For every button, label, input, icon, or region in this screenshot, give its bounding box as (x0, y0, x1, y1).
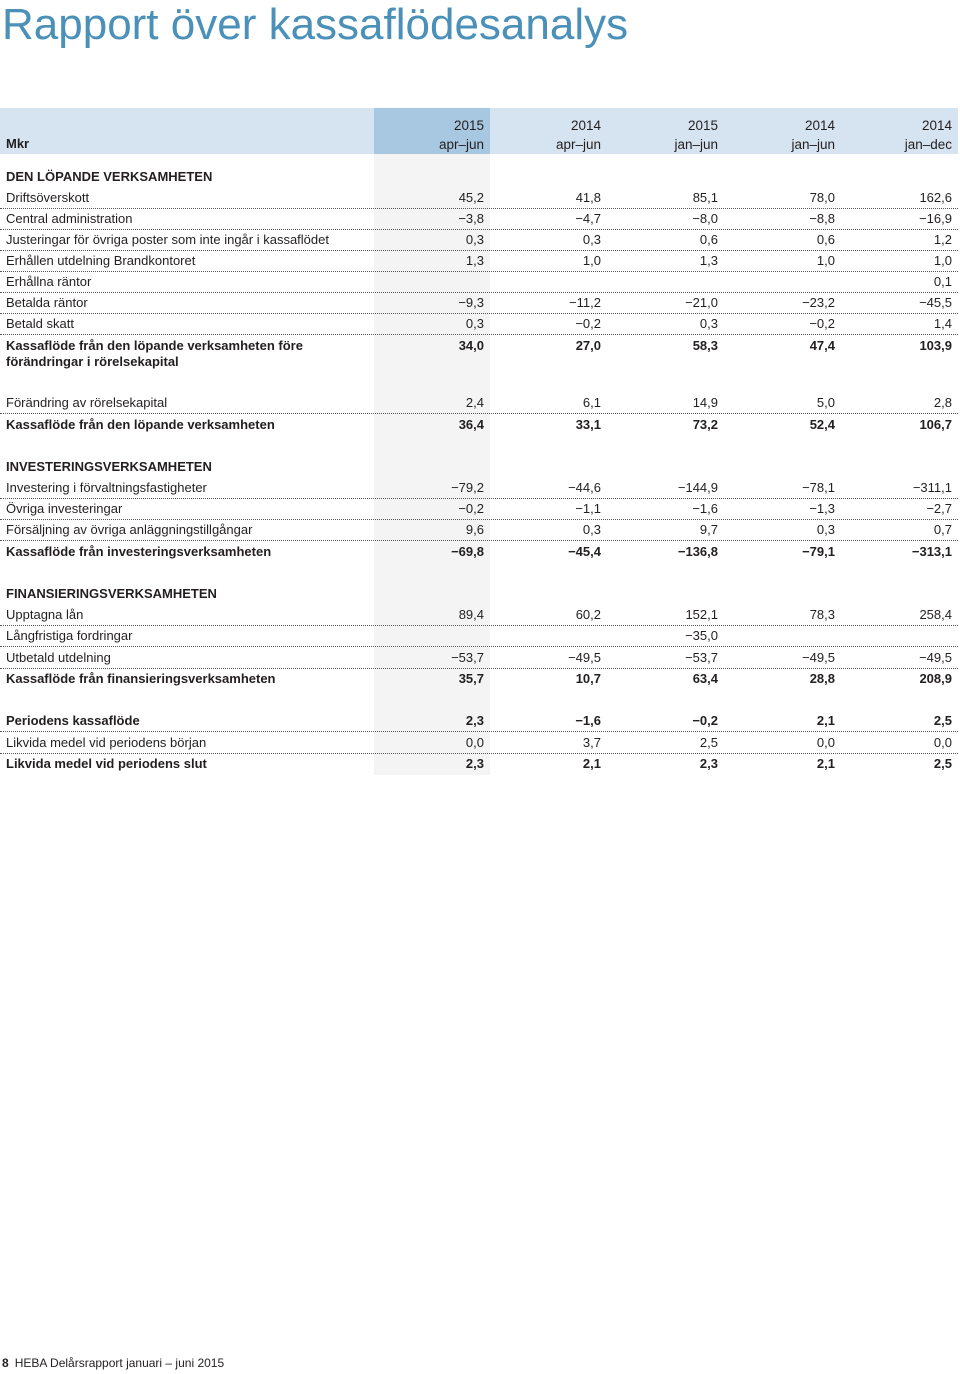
cell: 1,0 (816, 253, 835, 268)
section-heading (0, 583, 958, 604)
cell: −45,4 (568, 544, 601, 559)
cell: 41,8 (575, 190, 601, 205)
row-label: Likvida medel vid periodens början (6, 735, 207, 750)
column-period: apr–jun (555, 137, 601, 152)
cell: 0,7 (933, 522, 952, 537)
row-label: INVESTERINGSVERKSAMHETEN (6, 459, 212, 474)
column-year: 2014 (804, 118, 835, 133)
table-row (0, 250, 958, 272)
cell: 78,3 (809, 607, 835, 622)
cell: 2,5 (933, 756, 952, 771)
cell: 36,4 (458, 417, 484, 432)
cell: −4,7 (575, 211, 601, 226)
table-row (0, 625, 958, 647)
column-period: apr–jun (438, 137, 484, 152)
cell: −136,8 (677, 544, 718, 559)
row-label: Kassaflöde från den löpande verksamheten före förändringar i rörelsekapital (6, 338, 303, 369)
cell: −311,1 (912, 480, 952, 495)
row-label: Betalda räntor (6, 295, 88, 310)
cell: 45,2 (458, 190, 484, 205)
table-row (0, 647, 958, 669)
cell: −16,9 (919, 211, 952, 226)
cell: 0,3 (699, 316, 718, 331)
table-row (0, 477, 958, 499)
row-label: Kassaflöde från investeringsverksamheten (6, 544, 272, 559)
cell: 2,1 (816, 756, 835, 771)
table-row (0, 392, 958, 414)
row-label: Likvida medel vid periodens slut (6, 756, 207, 771)
cell: −78,1 (802, 480, 835, 495)
column-header-2 (491, 116, 601, 154)
page-footer (2, 1356, 224, 1370)
column-year: 2015 (453, 118, 484, 133)
unit-label: Mkr (6, 136, 30, 151)
cell: 0,3 (816, 522, 835, 537)
row-label: Utbetald utdelning (6, 650, 111, 665)
cell: −0,2 (809, 316, 835, 331)
cell: 0,0 (465, 735, 484, 750)
cell: 0,3 (465, 316, 484, 331)
cell: 78,0 (809, 190, 835, 205)
page-title: Rapport över kassaflödesanalys (2, 0, 629, 49)
cell: 208,9 (919, 671, 952, 686)
cell: 1,4 (933, 316, 952, 331)
cell: 0,0 (933, 735, 952, 750)
row-label: Upptagna lån (6, 607, 84, 622)
row-label: Periodens kassaflöde (6, 713, 140, 728)
cell: 0,0 (816, 735, 835, 750)
column-period: jan–jun (791, 137, 835, 152)
subtotal-row (0, 414, 958, 435)
column-year: 2015 (687, 118, 718, 133)
column-period: jan–jun (674, 137, 718, 152)
cell: −53,7 (451, 650, 484, 665)
table-row (0, 313, 958, 335)
cell: 6,1 (582, 395, 601, 410)
cell: 0,3 (465, 232, 484, 247)
column-header-1 (374, 116, 484, 154)
cell: −79,1 (802, 544, 835, 559)
cell: 0,6 (699, 232, 718, 247)
cell: 47,4 (809, 338, 835, 353)
cell: 28,8 (809, 671, 835, 686)
cell: −44,6 (568, 480, 601, 495)
cell: −11,2 (569, 295, 601, 310)
row-label: Försäljning av övriga anläggningstillgångar (6, 522, 253, 537)
table-row (0, 229, 958, 251)
cell: 9,7 (699, 522, 718, 537)
cell: 2,5 (699, 735, 718, 750)
cell: 10,7 (575, 671, 601, 686)
section-heading (0, 456, 958, 477)
cell: 152,1 (685, 607, 718, 622)
cell: −144,9 (677, 480, 718, 495)
cell: −8,8 (809, 211, 835, 226)
cell: −49,5 (919, 650, 952, 665)
column-period: jan–dec (904, 137, 952, 152)
row-label: Kassaflöde från den löpande verksamheten (6, 417, 275, 432)
subtotal-row (0, 710, 958, 732)
cell: 162,6 (919, 190, 952, 205)
cell: 5,0 (816, 395, 835, 410)
cell: −3,8 (458, 211, 484, 226)
table-row (0, 271, 958, 293)
total-row (0, 753, 958, 774)
cell: 63,4 (692, 671, 718, 686)
row-label: Erhållna räntor (6, 274, 92, 289)
cell: −0,2 (575, 316, 601, 331)
row-label: Driftsöverskott (6, 190, 90, 205)
cell: 2,5 (933, 713, 952, 728)
row-label: Övriga investeringar (6, 501, 123, 516)
cell: −21,0 (685, 295, 718, 310)
table-row (0, 498, 958, 520)
cell: 258,4 (919, 607, 952, 622)
cell: 73,2 (692, 417, 718, 432)
cell: 35,7 (458, 671, 484, 686)
cell: −2,7 (926, 501, 952, 516)
table-row (0, 732, 958, 754)
cell: 52,4 (809, 417, 835, 432)
table-row (0, 604, 958, 626)
cell: 2,1 (816, 713, 835, 728)
cell: 85,1 (692, 190, 718, 205)
cell: 103,9 (919, 338, 952, 353)
row-label: Justeringar för övriga poster som inte ingår i kassaflödet (6, 232, 329, 247)
table-row (0, 187, 958, 209)
row-label: Central administration (6, 211, 133, 226)
row-label: Investering i förvaltningsfastigheter (6, 480, 207, 495)
table-row (0, 292, 958, 314)
page-number: 8 (2, 1356, 9, 1370)
table-row (0, 519, 958, 541)
cell: −9,3 (458, 295, 484, 310)
cell: 1,0 (582, 253, 601, 268)
cell: 58,3 (692, 338, 718, 353)
cell: 1,3 (465, 253, 484, 268)
cell: −53,7 (685, 650, 718, 665)
cell: 1,0 (933, 253, 952, 268)
cell: −69,8 (451, 544, 484, 559)
cell: 60,2 (575, 607, 601, 622)
row-label: FINANSIERINGSVERKSAMHETEN (6, 586, 217, 601)
row-label: DEN LÖPANDE VERKSAMHETEN (6, 169, 213, 184)
cell: 33,1 (575, 417, 601, 432)
cell: 0,6 (816, 232, 835, 247)
cell: 2,3 (465, 756, 484, 771)
cell: −1,3 (809, 501, 835, 516)
cell: 106,7 (919, 417, 952, 432)
cell: 2,1 (582, 756, 601, 771)
row-label: Kassaflöde från finansieringsverksamheten (6, 671, 276, 686)
row-label: Betald skatt (6, 316, 74, 331)
cell: 3,7 (582, 735, 601, 750)
row-label: Förändring av rörelsekapital (6, 395, 168, 410)
cell: −1,6 (692, 501, 718, 516)
cell: −45,5 (919, 295, 952, 310)
subtotal-row (0, 668, 958, 689)
cell: 0,3 (582, 232, 601, 247)
cell: −49,5 (568, 650, 601, 665)
cell: 34,0 (458, 338, 484, 353)
cell: 1,3 (699, 253, 718, 268)
cell: 89,4 (458, 607, 484, 622)
cell: −79,2 (451, 480, 484, 495)
column-header-3 (608, 116, 718, 154)
cell: −1,6 (575, 713, 601, 728)
cell: 1,2 (933, 232, 952, 247)
cell: −35,0 (685, 628, 718, 643)
cell: 2,3 (465, 713, 484, 728)
table-row (0, 208, 958, 230)
section-heading (0, 166, 958, 187)
column-header-5 (842, 116, 952, 154)
cell: −49,5 (802, 650, 835, 665)
cell: 2,4 (465, 395, 484, 410)
cell: 2,8 (933, 395, 952, 410)
cell: 14,9 (692, 395, 718, 410)
cell: −0,2 (692, 713, 718, 728)
column-year: 2014 (921, 118, 952, 133)
subtotal-row (0, 541, 958, 562)
cell: −0,2 (458, 501, 484, 516)
cell: −23,2 (802, 295, 835, 310)
footer-text: HEBA Delårsrapport januari – juni 2015 (14, 1356, 225, 1370)
row-label: Långfristiga fordringar (6, 628, 133, 643)
cell: 0,3 (582, 522, 601, 537)
cell: 9,6 (465, 522, 484, 537)
cell: 0,1 (933, 274, 952, 289)
cell: −8,0 (692, 211, 718, 226)
subtotal-row (0, 335, 958, 371)
cell: 2,3 (699, 756, 718, 771)
column-header-4 (725, 116, 835, 154)
column-year: 2014 (570, 118, 601, 133)
row-label: Erhållen utdelning Brandkontoret (6, 253, 196, 268)
cell: 27,0 (575, 338, 601, 353)
cell: −313,1 (911, 544, 952, 559)
cell: −1,1 (575, 501, 601, 516)
